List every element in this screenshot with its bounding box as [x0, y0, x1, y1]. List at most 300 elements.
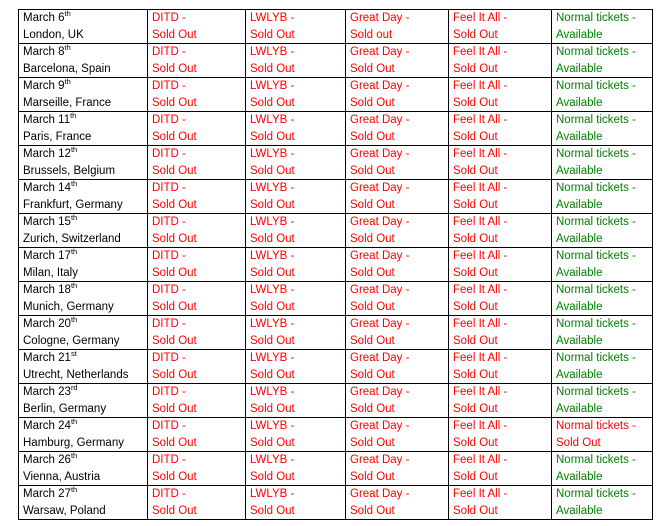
date-city-cell — [19, 180, 148, 214]
ticket-type-label: LWLYB - — [250, 454, 295, 466]
ticket-status-cell-normal-tickets — [552, 452, 653, 486]
ticket-status-cell-feel-it-all — [449, 316, 552, 350]
table-row — [19, 112, 653, 146]
ticket-availability-label: Available — [556, 470, 603, 483]
concert-city: Brussels, Belgium — [23, 164, 116, 177]
ticket-status-cell-ditd — [148, 452, 246, 486]
ticket-availability-label: Sold Out — [250, 164, 295, 177]
ticket-status-cell-feel-it-all — [449, 112, 552, 146]
ticket-status-cell-feel-it-all — [449, 44, 552, 78]
ticket-availability-label: Sold Out — [453, 402, 498, 415]
ticket-status-cell-normal-tickets — [552, 486, 653, 520]
concert-date-text: March 24 — [23, 420, 71, 432]
ticket-availability-label: Sold Out — [152, 300, 197, 313]
ticket-availability-label: Sold Out — [453, 232, 498, 245]
ticket-type-label: Feel It All - — [453, 12, 508, 24]
ticket-status-cell-feel-it-all — [449, 10, 552, 44]
table-row — [19, 214, 653, 248]
ticket-type-label: LWLYB - — [250, 284, 295, 296]
ticket-type-label: DITD - — [152, 114, 186, 126]
ticket-availability-label: Sold Out — [453, 130, 498, 143]
ticket-type-label: DITD - — [152, 488, 186, 500]
date-city-cell — [19, 10, 148, 44]
ticket-type-label: DITD - — [152, 386, 186, 398]
ticket-type-label: Feel It All - — [453, 216, 508, 228]
table-row — [19, 44, 653, 78]
ticket-status-cell-great-day — [346, 384, 449, 418]
ticket-status-cell-lwlyb — [246, 146, 346, 180]
ticket-status-cell-lwlyb — [246, 350, 346, 384]
ticket-status-cell-normal-tickets — [552, 112, 653, 146]
ticket-type-label: DITD - — [152, 352, 186, 364]
concert-city: Vienna, Austria — [23, 470, 101, 483]
ticket-availability-label: Sold Out — [152, 402, 197, 415]
table-row — [19, 282, 653, 316]
ticket-status-cell-lwlyb — [246, 248, 346, 282]
ticket-type-label: Normal tickets - — [556, 352, 636, 364]
ticket-status-cell-lwlyb — [246, 78, 346, 112]
ticket-status-cell-ditd — [148, 10, 246, 44]
concert-date-ordinal: th — [70, 485, 78, 495]
concert-date — [23, 78, 147, 95]
concert-date-ordinal: st — [70, 349, 77, 359]
ticket-type-label: LWLYB - — [250, 114, 295, 126]
ticket-type-label: Normal tickets - — [556, 420, 636, 432]
ticket-type-label: Great Day - — [350, 318, 410, 330]
ticket-availability-label: Sold Out — [556, 436, 601, 449]
ticket-type-label: DITD - — [152, 216, 186, 228]
ticket-availability-label: Sold Out — [152, 62, 197, 75]
ticket-availability-label: Sold Out — [350, 198, 395, 211]
ticket-status-cell-ditd — [148, 112, 246, 146]
concert-date-ordinal: th — [70, 213, 78, 223]
ticket-type-label: Normal tickets - — [556, 148, 636, 160]
date-city-cell — [19, 146, 148, 180]
ticket-availability-label: Sold Out — [350, 232, 395, 245]
ticket-availability-label: Sold Out — [250, 96, 295, 109]
ticket-availability-label: Available — [556, 300, 603, 313]
ticket-status-cell-ditd — [148, 248, 246, 282]
ticket-type-label: Great Day - — [350, 182, 410, 194]
ticket-status-cell-feel-it-all — [449, 146, 552, 180]
ticket-status-cell-great-day — [346, 418, 449, 452]
ticket-type-label: LWLYB - — [250, 12, 295, 24]
ticket-availability-label: Available — [556, 368, 603, 381]
ticket-availability-label: Sold Out — [453, 504, 498, 517]
ticket-status-cell-feel-it-all — [449, 248, 552, 282]
concert-date — [23, 486, 147, 503]
ticket-availability-label: Sold Out — [152, 28, 197, 41]
ticket-availability-label: Sold Out — [350, 266, 395, 279]
ticket-availability-label: Sold Out — [250, 266, 295, 279]
ticket-status-cell-ditd — [148, 214, 246, 248]
ticket-status-cell-lwlyb — [246, 112, 346, 146]
ticket-availability-label: Sold Out — [152, 96, 197, 109]
ticket-availability-label: Sold Out — [453, 164, 498, 177]
ticket-availability-label: Sold Out — [350, 436, 395, 449]
ticket-status-cell-normal-tickets — [552, 10, 653, 44]
ticket-type-label: Feel It All - — [453, 420, 508, 432]
ticket-type-label: Normal tickets - — [556, 46, 636, 58]
concert-date-ordinal: th — [70, 247, 78, 257]
concert-date-text: March 6 — [23, 12, 65, 24]
ticket-type-label: Great Day - — [350, 216, 410, 228]
ticket-type-label: Feel It All - — [453, 182, 508, 194]
ticket-status-cell-lwlyb — [246, 44, 346, 78]
ticket-status-cell-ditd — [148, 384, 246, 418]
concert-date-text: March 12 — [23, 148, 71, 160]
concert-date-text: March 27 — [23, 488, 71, 500]
ticket-availability-label: Sold Out — [152, 232, 197, 245]
concert-date-text: March 26 — [23, 454, 71, 466]
concert-date-text: March 14 — [23, 182, 71, 194]
ticket-status-cell-normal-tickets — [552, 180, 653, 214]
tour-ticket-table — [18, 9, 653, 520]
concert-date-text: March 20 — [23, 318, 71, 330]
ticket-status-cell-great-day — [346, 44, 449, 78]
ticket-availability-label: Sold Out — [152, 368, 197, 381]
ticket-availability-label: Sold Out — [250, 198, 295, 211]
date-city-cell — [19, 112, 148, 146]
ticket-availability-label: Available — [556, 164, 603, 177]
ticket-status-cell-great-day — [346, 452, 449, 486]
table-row — [19, 316, 653, 350]
concert-date-ordinal: th — [64, 9, 71, 19]
ticket-availability-label: Sold Out — [152, 334, 197, 347]
concert-date — [23, 214, 147, 231]
concert-date — [23, 112, 147, 129]
table-row — [19, 248, 653, 282]
ticket-type-label: Normal tickets - — [556, 488, 636, 500]
concert-date-text: March 11 — [23, 114, 71, 126]
ticket-type-label: Normal tickets - — [556, 80, 636, 92]
concert-date — [23, 384, 147, 401]
ticket-status-cell-feel-it-all — [449, 486, 552, 520]
concert-date — [23, 146, 147, 163]
ticket-status-cell-ditd — [148, 78, 246, 112]
concert-date — [23, 282, 147, 299]
ticket-status-cell-normal-tickets — [552, 78, 653, 112]
ticket-status-cell-great-day — [346, 282, 449, 316]
ticket-availability-label: Sold Out — [453, 436, 498, 449]
ticket-availability-label: Available — [556, 28, 603, 41]
concert-date-text: March 18 — [23, 284, 71, 296]
ticket-type-label: LWLYB - — [250, 352, 295, 364]
ticket-type-label: Great Day - — [350, 46, 410, 58]
ticket-type-label: DITD - — [152, 182, 186, 194]
ticket-type-label: Normal tickets - — [556, 216, 636, 228]
ticket-type-label: Normal tickets - — [556, 454, 636, 466]
ticket-availability-label: Sold Out — [453, 266, 498, 279]
concert-city: Hamburg, Germany — [23, 436, 124, 449]
ticket-status-cell-lwlyb — [246, 486, 346, 520]
tour-ticket-table-body — [19, 10, 653, 520]
date-city-cell — [19, 418, 148, 452]
ticket-availability-label: Sold Out — [152, 504, 197, 517]
ticket-status-cell-normal-tickets — [552, 384, 653, 418]
ticket-status-cell-normal-tickets — [552, 350, 653, 384]
ticket-availability-label: Sold Out — [250, 436, 295, 449]
ticket-type-label: Feel It All - — [453, 80, 508, 92]
table-row — [19, 146, 653, 180]
concert-date-ordinal: th — [70, 281, 78, 291]
ticket-status-cell-great-day — [346, 10, 449, 44]
ticket-status-cell-great-day — [346, 248, 449, 282]
ticket-status-cell-great-day — [346, 146, 449, 180]
ticket-type-label: Normal tickets - — [556, 114, 636, 126]
date-city-cell — [19, 282, 148, 316]
ticket-type-label: Great Day - — [350, 454, 410, 466]
date-city-cell — [19, 384, 148, 418]
ticket-availability-label: Sold Out — [250, 130, 295, 143]
ticket-status-cell-great-day — [346, 180, 449, 214]
ticket-availability-label: Sold Out — [152, 470, 197, 483]
concert-city: Marseille, France — [23, 96, 112, 109]
ticket-availability-label: Sold Out — [250, 504, 295, 517]
concert-city: Frankfurt, Germany — [23, 198, 123, 211]
ticket-type-label: Normal tickets - — [556, 12, 636, 24]
concert-city: Paris, France — [23, 130, 92, 143]
ticket-type-label: Feel It All - — [453, 454, 508, 466]
table-row — [19, 180, 653, 214]
ticket-availability-label: Sold Out — [152, 164, 197, 177]
ticket-availability-label: Available — [556, 232, 603, 245]
ticket-type-label: Normal tickets - — [556, 250, 636, 262]
ticket-status-cell-ditd — [148, 486, 246, 520]
ticket-status-cell-ditd — [148, 418, 246, 452]
ticket-status-cell-ditd — [148, 146, 246, 180]
ticket-status-cell-feel-it-all — [449, 282, 552, 316]
ticket-status-cell-great-day — [346, 486, 449, 520]
ticket-type-label: Great Day - — [350, 488, 410, 500]
ticket-availability-label: Sold Out — [250, 232, 295, 245]
ticket-status-cell-feel-it-all — [449, 78, 552, 112]
date-city-cell — [19, 248, 148, 282]
ticket-availability-label: Sold Out — [350, 96, 395, 109]
concert-date — [23, 350, 147, 367]
ticket-availability-label: Sold Out — [350, 130, 395, 143]
ticket-availability-label: Sold Out — [152, 436, 197, 449]
ticket-type-label: LWLYB - — [250, 80, 295, 92]
ticket-availability-label: Sold Out — [453, 368, 498, 381]
date-city-cell — [19, 44, 148, 78]
concert-date-ordinal: th — [70, 451, 78, 461]
ticket-type-label: Great Day - — [350, 12, 410, 24]
ticket-availability-label: Sold Out — [350, 470, 395, 483]
table-row — [19, 384, 653, 418]
ticket-status-cell-feel-it-all — [449, 384, 552, 418]
ticket-type-label: Feel It All - — [453, 250, 508, 262]
ticket-availability-label: Sold Out — [453, 96, 498, 109]
concert-date-ordinal: rd — [70, 383, 78, 393]
ticket-type-label: DITD - — [152, 250, 186, 262]
ticket-availability-label: Sold Out — [350, 368, 395, 381]
ticket-status-cell-normal-tickets — [552, 282, 653, 316]
table-row — [19, 452, 653, 486]
ticket-type-label: Normal tickets - — [556, 386, 636, 398]
ticket-type-label: Normal tickets - — [556, 318, 636, 330]
table-row — [19, 350, 653, 384]
ticket-availability-label: Sold Out — [250, 470, 295, 483]
ticket-type-label: DITD - — [152, 454, 186, 466]
concert-date — [23, 180, 147, 197]
ticket-type-label: Great Day - — [350, 114, 410, 126]
concert-date-text: March 9 — [23, 80, 65, 92]
ticket-status-cell-normal-tickets — [552, 248, 653, 282]
concert-date-ordinal: th — [70, 179, 78, 189]
concert-city: Warsaw, Poland — [23, 504, 106, 517]
date-city-cell — [19, 214, 148, 248]
ticket-status-cell-lwlyb — [246, 10, 346, 44]
date-city-cell — [19, 78, 148, 112]
ticket-availability-label: Sold Out — [250, 334, 295, 347]
concert-city: Berlin, Germany — [23, 402, 107, 415]
ticket-availability-label: Sold Out — [453, 334, 498, 347]
ticket-type-label: LWLYB - — [250, 216, 295, 228]
ticket-status-cell-lwlyb — [246, 316, 346, 350]
ticket-availability-label: Sold Out — [250, 402, 295, 415]
ticket-availability-label: Sold Out — [350, 402, 395, 415]
ticket-type-label: LWLYB - — [250, 488, 295, 500]
ticket-status-cell-normal-tickets — [552, 214, 653, 248]
ticket-availability-label: Available — [556, 130, 603, 143]
ticket-type-label: Feel It All - — [453, 114, 508, 126]
ticket-type-label: DITD - — [152, 12, 186, 24]
ticket-type-label: Feel It All - — [453, 46, 508, 58]
ticket-type-label: Great Day - — [350, 250, 410, 262]
concert-date — [23, 316, 147, 333]
ticket-type-label: Great Day - — [350, 420, 410, 432]
ticket-type-label: Normal tickets - — [556, 182, 636, 194]
ticket-type-label: LWLYB - — [250, 420, 295, 432]
ticket-status-cell-feel-it-all — [449, 214, 552, 248]
ticket-availability-label: Available — [556, 198, 603, 211]
ticket-availability-label: Sold Out — [250, 368, 295, 381]
ticket-availability-label: Sold Out — [250, 28, 295, 41]
ticket-status-cell-ditd — [148, 44, 246, 78]
ticket-type-label: DITD - — [152, 80, 186, 92]
ticket-status-cell-ditd — [148, 180, 246, 214]
ticket-status-cell-feel-it-all — [449, 452, 552, 486]
ticket-status-cell-great-day — [346, 78, 449, 112]
ticket-availability-label: Available — [556, 62, 603, 75]
ticket-type-label: Feel It All - — [453, 386, 508, 398]
ticket-availability-label: Sold out — [350, 28, 393, 41]
ticket-availability-label: Sold Out — [250, 300, 295, 313]
table-row — [19, 486, 653, 520]
concert-city: Barcelona, Spain — [23, 62, 111, 75]
ticket-availability-label: Available — [556, 334, 603, 347]
concert-date-ordinal: th — [64, 77, 71, 87]
ticket-status-cell-feel-it-all — [449, 350, 552, 384]
concert-date-ordinal: th — [70, 417, 78, 427]
concert-date-text: March 23 — [23, 386, 71, 398]
ticket-type-label: Normal tickets - — [556, 284, 636, 296]
ticket-type-label: LWLYB - — [250, 182, 295, 194]
ticket-availability-label: Sold Out — [250, 62, 295, 75]
ticket-availability-label: Sold Out — [350, 300, 395, 313]
concert-date-text: March 21 — [23, 352, 71, 364]
ticket-type-label: DITD - — [152, 284, 186, 296]
ticket-type-label: Feel It All - — [453, 284, 508, 296]
ticket-status-cell-lwlyb — [246, 214, 346, 248]
ticket-availability-label: Sold Out — [350, 504, 395, 517]
ticket-type-label: LWLYB - — [250, 148, 295, 160]
ticket-type-label: Feel It All - — [453, 352, 508, 364]
ticket-availability-label: Available — [556, 402, 603, 415]
concert-date-ordinal: th — [70, 315, 78, 325]
ticket-availability-label: Sold Out — [453, 28, 498, 41]
table-row — [19, 10, 653, 44]
ticket-availability-label: Sold Out — [453, 198, 498, 211]
ticket-status-cell-ditd — [148, 282, 246, 316]
ticket-type-label: LWLYB - — [250, 46, 295, 58]
concert-date — [23, 248, 147, 265]
ticket-availability-label: Sold Out — [350, 164, 395, 177]
concert-date-ordinal: th — [70, 145, 78, 155]
ticket-type-label: Feel It All - — [453, 488, 508, 500]
ticket-type-label: Great Day - — [350, 148, 410, 160]
ticket-status-cell-ditd — [148, 350, 246, 384]
ticket-type-label: Great Day - — [350, 80, 410, 92]
ticket-type-label: DITD - — [152, 46, 186, 58]
ticket-status-cell-great-day — [346, 316, 449, 350]
ticket-status-cell-normal-tickets — [552, 44, 653, 78]
ticket-status-cell-normal-tickets — [552, 316, 653, 350]
ticket-availability-label: Sold Out — [152, 266, 197, 279]
ticket-availability-label: Available — [556, 504, 603, 517]
concert-date-ordinal: th — [64, 43, 71, 53]
ticket-type-label: LWLYB - — [250, 318, 295, 330]
ticket-status-cell-lwlyb — [246, 418, 346, 452]
ticket-type-label: Feel It All - — [453, 148, 508, 160]
concert-date-text: March 17 — [23, 250, 71, 262]
concert-city: Munich, Germany — [23, 300, 114, 313]
ticket-status-cell-ditd — [148, 316, 246, 350]
concert-date — [23, 10, 147, 27]
ticket-status-cell-lwlyb — [246, 282, 346, 316]
ticket-status-cell-feel-it-all — [449, 418, 552, 452]
concert-date — [23, 418, 147, 435]
ticket-availability-label: Sold Out — [350, 334, 395, 347]
ticket-availability-label: Sold Out — [453, 300, 498, 313]
ticket-status-cell-great-day — [346, 214, 449, 248]
ticket-type-label: DITD - — [152, 420, 186, 432]
concert-date-text: March 8 — [23, 46, 65, 58]
concert-city: Zurich, Switzerland — [23, 232, 121, 245]
ticket-status-cell-normal-tickets — [552, 418, 653, 452]
ticket-type-label: Great Day - — [350, 386, 410, 398]
concert-date-ordinal: th — [70, 111, 77, 121]
ticket-availability-label: Sold Out — [152, 198, 197, 211]
concert-date — [23, 452, 147, 469]
ticket-type-label: Feel It All - — [453, 318, 508, 330]
ticket-status-cell-great-day — [346, 350, 449, 384]
ticket-availability-label: Sold Out — [152, 130, 197, 143]
date-city-cell — [19, 452, 148, 486]
concert-city: London, UK — [23, 28, 84, 41]
ticket-availability-label: Available — [556, 266, 603, 279]
ticket-status-cell-lwlyb — [246, 180, 346, 214]
date-city-cell — [19, 316, 148, 350]
ticket-status-cell-great-day — [346, 112, 449, 146]
concert-date-text: March 15 — [23, 216, 71, 228]
ticket-type-label: LWLYB - — [250, 386, 295, 398]
concert-date — [23, 44, 147, 61]
concert-city: Cologne, Germany — [23, 334, 120, 347]
ticket-status-cell-lwlyb — [246, 384, 346, 418]
ticket-status-cell-normal-tickets — [552, 146, 653, 180]
